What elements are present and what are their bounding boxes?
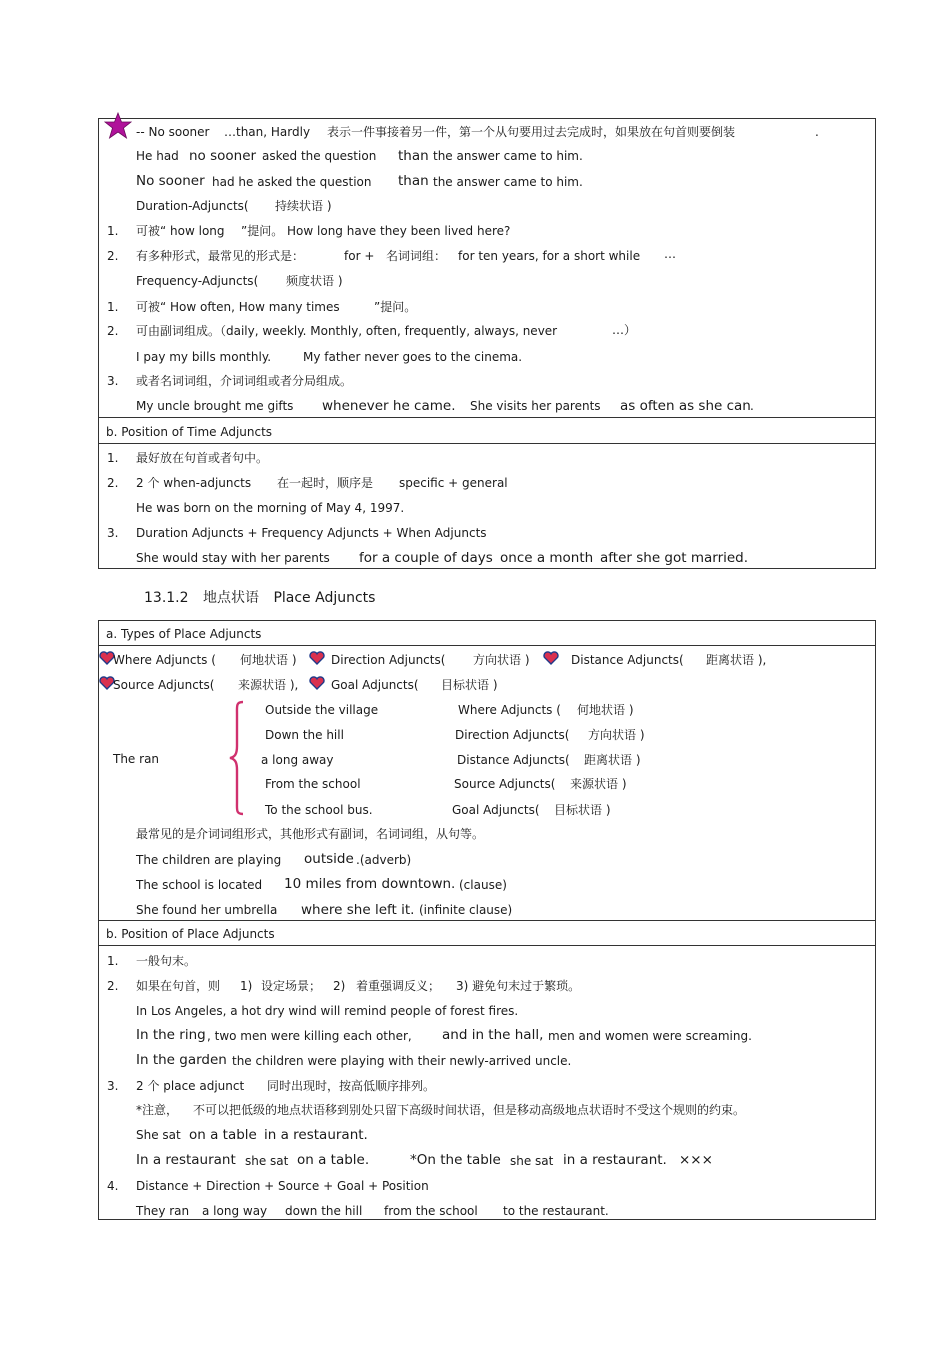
brace-item-right-cn: 目标状语 ) — [554, 803, 611, 817]
than-hardly-label: …than, Hardly — [224, 125, 311, 139]
list-item: 或者名词词组，介词词组或者分局组成。 — [136, 374, 353, 388]
place-position-header: b. Position of Place Adjuncts — [106, 927, 275, 941]
list-item: 3) 避免句末过于繁琐。 — [456, 979, 581, 993]
list-number: 3. — [107, 374, 119, 388]
list-item: for ten years, for a short while — [458, 249, 641, 263]
example-emphasis: after she got married. — [600, 550, 749, 566]
goal-adjuncts-label: Goal Adjuncts( — [331, 678, 419, 692]
brace-item-left: From the school — [265, 777, 361, 791]
example-note: .(adverb) — [356, 853, 412, 867]
list-item: 名词词组： — [386, 249, 447, 263]
example-text: the children were playing with their newly-arrived uncle. — [232, 1054, 572, 1068]
example-emphasis: and in the hall, — [442, 1027, 544, 1043]
list-item: 设定场景； — [261, 979, 322, 993]
list-item: 在一起时，顺序是 — [277, 476, 374, 490]
example-text: the answer came to him. — [433, 175, 583, 189]
example-text: she sat — [245, 1154, 289, 1168]
star-icon — [104, 112, 132, 140]
list-item: 有多种形式，最常见的形式是： — [136, 249, 305, 263]
list-item: 2 个 place adjunct — [136, 1079, 245, 1093]
example-text: asked the question — [262, 149, 377, 163]
list-number: 1. — [107, 224, 119, 238]
list-number: 1. — [107, 954, 119, 968]
example-emphasis: in a restaurant. — [264, 1127, 368, 1143]
section-title — [144, 587, 375, 607]
where-adjuncts-cn: 何地状语 ) — [240, 653, 297, 667]
the-ran-label: The ran — [113, 752, 160, 766]
example-text: She would stay with her parents — [136, 551, 330, 565]
example-text: My uncle brought me gifts — [136, 399, 294, 413]
frequency-adjuncts-heading: Frequency-Adjuncts( — [136, 274, 259, 288]
heart-bullet-icon — [309, 675, 325, 691]
example-text: down the hill — [285, 1204, 363, 1218]
list-item: 2 个 when-adjuncts — [136, 476, 252, 490]
brace-item-left: To the school bus. — [265, 803, 373, 817]
example-text: from the school — [384, 1204, 478, 1218]
list-item: 一般句末。 — [136, 954, 197, 968]
no-sooner-label: -- No sooner — [136, 125, 210, 139]
list-item: 2) — [333, 979, 346, 993]
example-emphasis: outside — [304, 851, 354, 867]
list-number: 2. — [107, 249, 119, 263]
list-number: 2. — [107, 476, 119, 490]
direction-adjuncts-label: Direction Adjuncts( — [331, 653, 446, 667]
example-text: to the restaurant. — [503, 1204, 609, 1218]
brace-item-left: Down the hill — [265, 728, 344, 742]
duration-adjuncts-cn: 持续状语 ) — [275, 199, 332, 213]
example-text: had he asked the question — [212, 175, 372, 189]
example-emphasis: than — [398, 173, 429, 189]
duration-adjuncts-heading: Duration-Adjuncts( — [136, 199, 249, 213]
brace-item-right: Where Adjuncts ( — [458, 703, 561, 717]
list-item: Duration Adjuncts + Frequency Adjuncts + When Adjuncts — [136, 526, 487, 540]
example-text: In Los Angeles, a hot dry wind will remind people of forest fires. — [136, 1004, 519, 1018]
list-item: 同时出现时，按高低顺序排列。 — [267, 1079, 436, 1093]
example-emphasis: whenever he came. — [322, 398, 456, 414]
common-forms-note: 最常见的是介词词组形式，其他形式有副词，名词词组，从句等。 — [136, 827, 485, 841]
list-item: ”提问。 How long have they been lived here? — [241, 224, 511, 238]
list-item: 1) — [240, 979, 253, 993]
distance-adjuncts-cn: 距离状语 ), — [706, 653, 767, 667]
frequency-adjuncts-cn: 频度状语 ) — [286, 274, 343, 288]
brace-item-right-cn: 方向状语 ) — [588, 728, 645, 742]
list-number: 4. — [107, 1179, 119, 1193]
list-item: for + — [344, 249, 375, 263]
list-number: 3. — [107, 526, 119, 540]
period: . — [815, 125, 819, 139]
example-emphasis: *On the table — [410, 1152, 501, 1168]
brace-item-right-cn: 何地状语 ) — [577, 703, 634, 717]
example-emphasis: than — [398, 148, 429, 164]
list-item: Distance + Direction + Source + Goal + Position — [136, 1179, 429, 1193]
list-number: 3. — [107, 1079, 119, 1093]
example-text: , two men were killing each other, — [207, 1029, 412, 1043]
example-text: She sat — [136, 1128, 181, 1142]
example-note: (infinite clause) — [419, 903, 513, 917]
example-emphasis: In the garden — [136, 1052, 227, 1068]
source-adjuncts-cn: 来源状语 ), — [238, 678, 299, 692]
note-label: *注意， — [136, 1103, 179, 1117]
example-emphasis: on a table — [189, 1127, 257, 1143]
brace-item-right: Source Adjuncts( — [454, 777, 556, 791]
time-position-header: b. Position of Time Adjuncts — [106, 425, 273, 439]
example-emphasis: In a restaurant — [136, 1152, 236, 1168]
brace-item-right-cn: 来源状语 ) — [570, 777, 627, 791]
example-text: She visits her parents — [470, 399, 601, 413]
example-text: The school is located — [136, 878, 263, 892]
example-emphasis: In the ring — [136, 1027, 206, 1043]
note-text: 不可以把低级的地点状语移到别处只留下高级时间状语，但是移动高级地点状语时不受这个规则的约束。 — [193, 1103, 746, 1117]
distance-adjuncts-label: Distance Adjuncts( — [571, 653, 684, 667]
section-number: 13.1.2 — [144, 590, 189, 606]
list-item: 如果在句首，则 — [136, 979, 221, 993]
example-text: a long way — [202, 1204, 268, 1218]
list-item: 可被“ How often, How many times — [136, 300, 340, 314]
goal-adjuncts-cn: 目标状语 ) — [441, 678, 498, 692]
section-title-en: Place Adjuncts — [273, 590, 376, 606]
list-item: 可被“ how long — [136, 224, 225, 238]
list-number: 1. — [107, 451, 119, 465]
heart-bullet-icon — [543, 650, 559, 666]
list-item: ”提问。 — [374, 300, 417, 314]
list-item: 着重强调反义； — [356, 979, 441, 993]
example-text: the answer came to him. — [433, 149, 583, 163]
section-title-cn: 地点状语 — [202, 590, 259, 606]
ellipsis: … — [664, 247, 676, 261]
brace-item-right-cn: 距离状语 ) — [584, 753, 641, 767]
wrong-mark: ××× — [679, 1152, 713, 1168]
example-emphasis: no sooner — [189, 148, 257, 164]
list-number: 1. — [107, 300, 119, 314]
example-text: The children are playing — [136, 853, 282, 867]
example-note: (clause) — [459, 878, 507, 892]
example-text: men and women were screaming. — [548, 1029, 752, 1043]
example-text: He had — [136, 149, 179, 163]
example-emphasis: 10 miles from downtown. — [284, 876, 456, 892]
place-types-header: a. Types of Place Adjuncts — [106, 627, 262, 641]
example-text: They ran — [136, 1204, 190, 1218]
brace-item-right: Goal Adjuncts( — [452, 803, 540, 817]
direction-adjuncts-cn: 方向状语 ) — [473, 653, 530, 667]
list-number: 2. — [107, 324, 119, 338]
brace-item-right: Distance Adjuncts( — [457, 753, 570, 767]
example-emphasis: for a couple of days — [359, 550, 493, 566]
example-emphasis: No sooner — [136, 173, 205, 189]
example-text: My father never goes to the cinema. — [303, 350, 523, 364]
curly-brace-icon — [228, 700, 246, 816]
list-item: …） — [612, 323, 637, 337]
list-item: 最好放在句首或者句中。 — [136, 451, 269, 465]
example-emphasis: in a restaurant. — [563, 1152, 667, 1168]
no-sooner-explanation: 表示一件事接着另一件，第一个从句要用过去完成时，如果放在句首则要倒装 — [327, 125, 736, 139]
example-emphasis: once a month — [500, 550, 594, 566]
example-text: I pay my bills monthly. — [136, 350, 272, 364]
where-adjuncts-label: Where Adjuncts ( — [113, 653, 216, 667]
example-text: She found her umbrella — [136, 903, 278, 917]
example-emphasis: on a table. — [297, 1152, 370, 1168]
example-emphasis: as often as she can — [620, 398, 751, 414]
brace-item-left: Outside the village — [265, 703, 379, 717]
example-text: He was born on the morning of May 4, 1997. — [136, 501, 405, 515]
list-number: 2. — [107, 979, 119, 993]
example-emphasis: where she left it. — [301, 902, 415, 918]
brace-item-left: a long away — [261, 753, 334, 767]
period: . — [750, 399, 754, 413]
list-item: 可由副词组成。（daily, weekly. Monthly, often, frequently, always, never — [136, 324, 558, 338]
example-text: she sat — [510, 1154, 554, 1168]
brace-item-right: Direction Adjuncts( — [455, 728, 570, 742]
list-item: specific + general — [399, 476, 508, 490]
source-adjuncts-label: Source Adjuncts( — [113, 678, 215, 692]
heart-bullet-icon — [309, 650, 325, 666]
